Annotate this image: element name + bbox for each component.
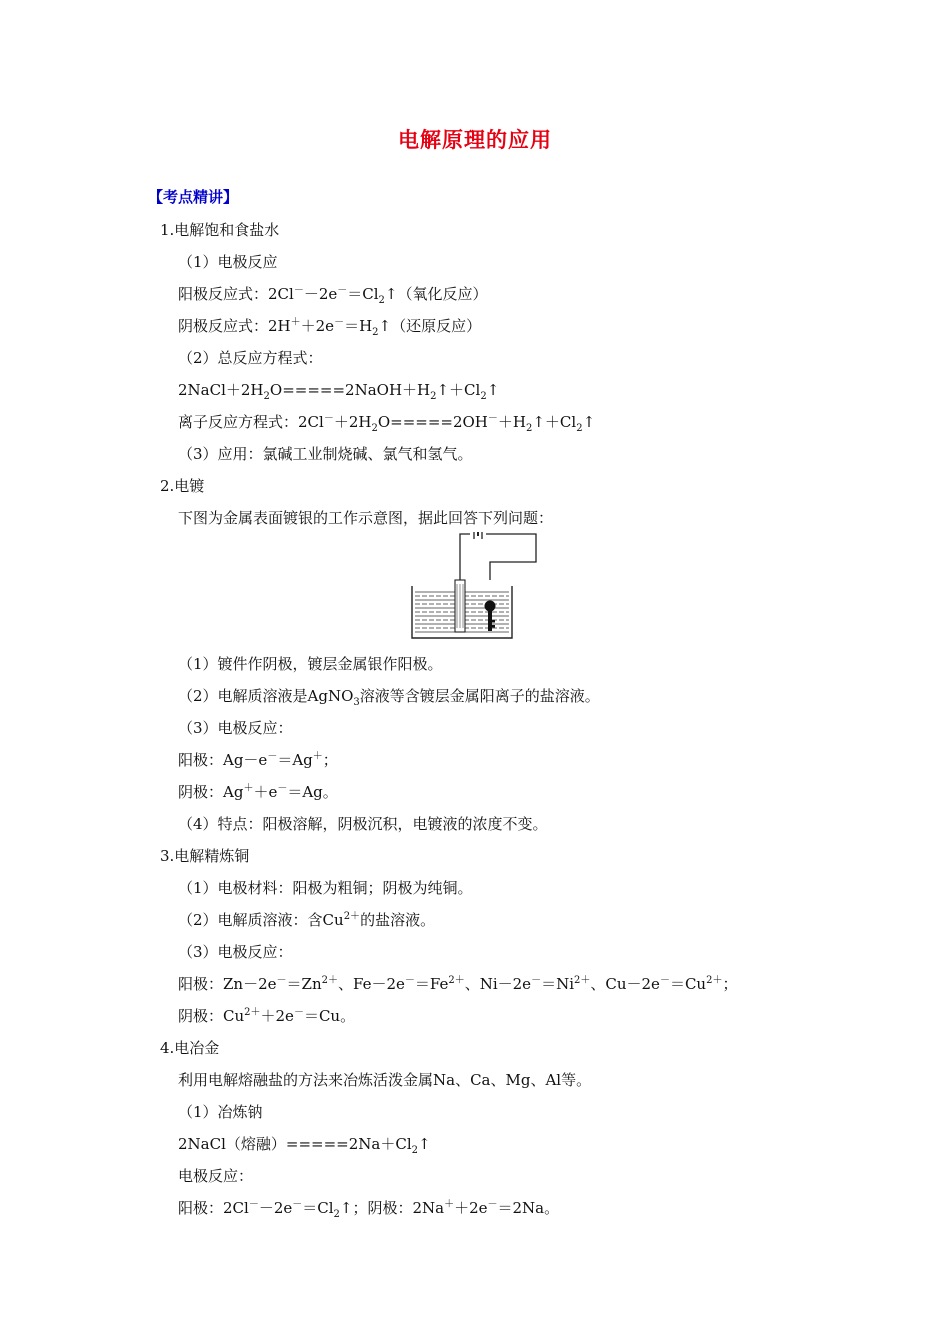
s1-p1: （1）电极反应 — [178, 253, 278, 271]
s2-intro: 下图为金属表面镀银的工作示意图，据此回答下列问题： — [178, 509, 554, 527]
section-heading: 【考点精讲】 — [148, 188, 239, 206]
s4-reactions: 阳极：$2Cl^--2e^-=Cl_2↑$；阴极：2Na＋＋2e－＝2Na。 — [178, 1199, 560, 1220]
s4-equation: 2NaCl（熔融）$=====2Na+Cl_2↑$ — [178, 1135, 431, 1156]
page-title: 电解原理的应用 — [398, 127, 552, 152]
s3-p1: （1）电极材料：阳极为粗铜；阴极为纯铜。 — [178, 879, 473, 897]
s3-p2: （2）电解质溶液：含$Cu^{2+}$的盐溶液。 — [178, 911, 436, 929]
s1-heading: 1.电解饱和食盐水 — [160, 221, 280, 239]
s3-p3: （3）电极反应： — [178, 943, 293, 961]
s4-p2: 电极反应： — [178, 1167, 254, 1185]
circuit-wire — [460, 534, 536, 580]
s4-intro: 利用电解熔融盐的方法来冶炼活泼金属Na、Ca、Mg、Al等。 — [178, 1071, 592, 1089]
s2-p1: （1）镀件作阴极，镀层金属银作阳极。 — [178, 655, 443, 673]
s2-p2: （2）电解质溶液是AgNO$_3$溶液等含镀层金属阳离子的盐溶液。 — [178, 687, 600, 708]
s2-anode: 阳极：Ag－e－＝Ag＋； — [178, 751, 338, 769]
electroplating-diagram — [404, 532, 539, 642]
s1-total-equation: $2NaCl+2H_2O=====2NaOH+H_2↑+Cl_2↑$ — [178, 381, 500, 402]
s3-heading: 3.电解精炼铜 — [160, 847, 250, 865]
s1-ion-equation: 离子反应方程式：$2Cl^-+2H_2O=====2OH^-+H_2↑+Cl_2↑$ — [178, 413, 596, 434]
s3-anode: 阳极：$Zn-2e^-=Zn^{2+}$、$Fe-2e^-=Fe^{2+}$、$Ni-2e^-=Ni^{2+}$、$Cu-2e^-=Cu^{2+}$； — [178, 975, 738, 993]
s2-heading: 2.电镀 — [160, 477, 205, 495]
s1-cathode: 阴极反应式：$2H^++2e^-=H_2↑$（还原反应） — [178, 317, 482, 338]
s1-p2: （2）总反应方程式： — [178, 349, 323, 367]
s4-p1: （1）冶炼钠 — [178, 1103, 263, 1121]
s1-p3: （3）应用：氯碱工业制烧碱、氯气和氢气。 — [178, 445, 473, 463]
s3-cathode: 阴极：$Cu^{2+}+2e^-=Cu$。 — [178, 1007, 356, 1025]
s1-anode: 阳极反应式：$2Cl^--2e^-=Cl_2↑$（氧化反应） — [178, 285, 488, 306]
s2-cathode: 阴极：Ag＋＋e－＝Ag。 — [178, 783, 338, 801]
s2-p4: （4）特点：阳极溶解，阴极沉积，电镀液的浓度不变。 — [178, 815, 548, 833]
s4-heading: 4.电冶金 — [160, 1039, 220, 1057]
key-cathode-shaft — [488, 609, 492, 631]
s2-p3: （3）电极反应： — [178, 719, 293, 737]
